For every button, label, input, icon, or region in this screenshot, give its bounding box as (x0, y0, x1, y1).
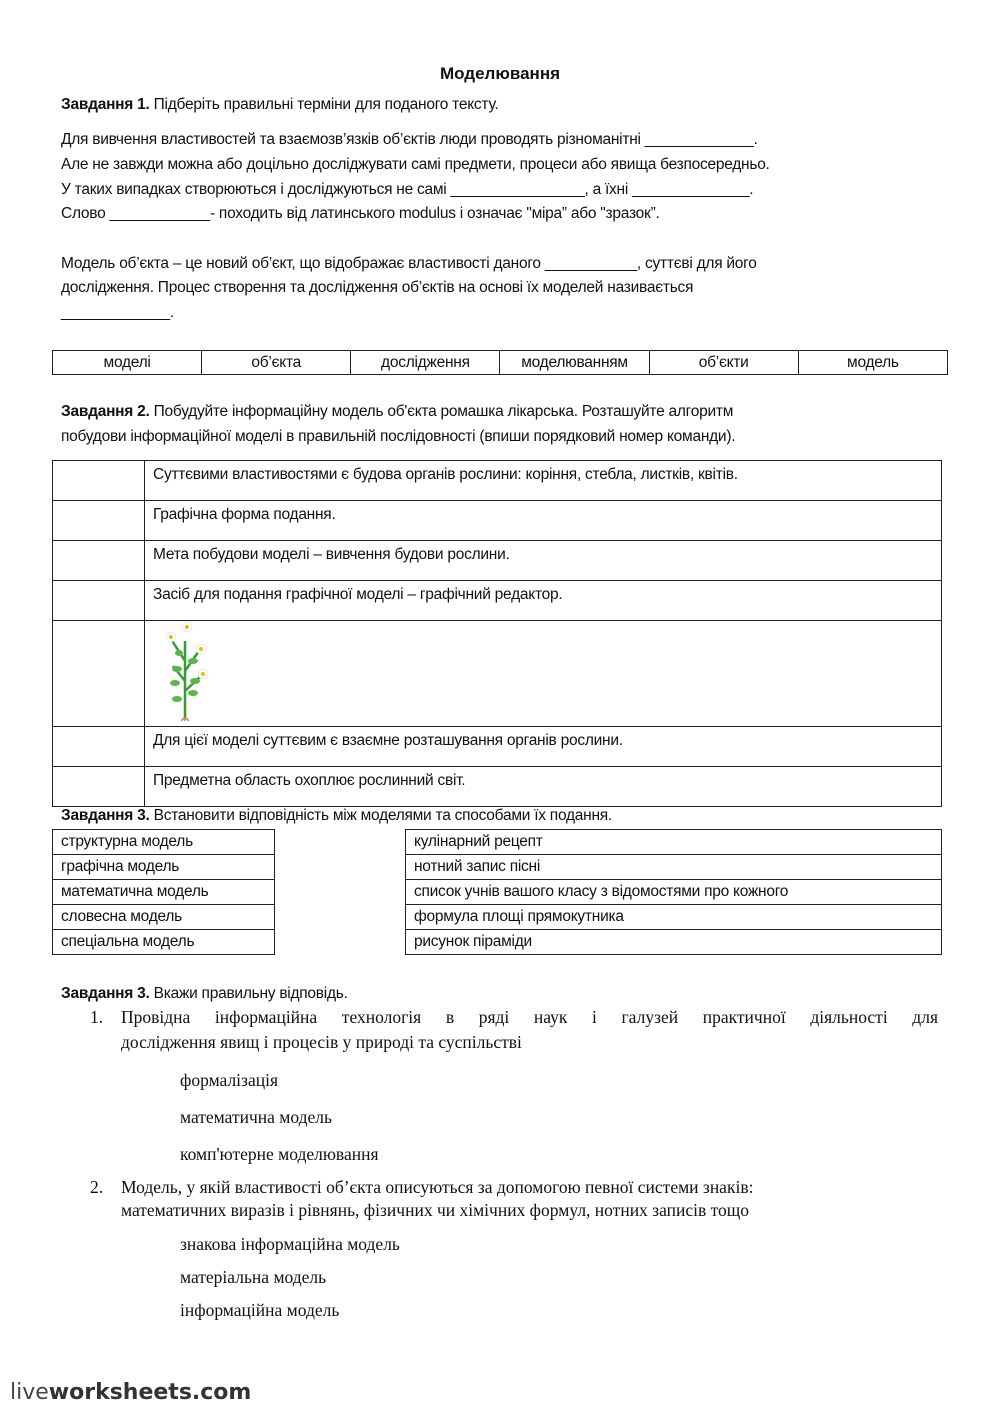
question-number: 2. (90, 1177, 104, 1197)
task1-text-line[interactable]: _____________. (61, 304, 174, 321)
question-text: Провідна інформаційна технологія в ряді наук і галузей практичної діяльності для (121, 1007, 938, 1027)
task4-header (61, 985, 348, 1003)
examples-table (405, 829, 942, 955)
table-row (53, 727, 942, 767)
table-row (53, 501, 942, 541)
example-item[interactable]: формула площі прямокутника (406, 905, 942, 930)
algorithm-table (52, 460, 942, 807)
step-text: Суттєвими властивостями є будова органів рослини: коріння, стебла, листків, квітів. (145, 461, 942, 501)
order-input[interactable] (53, 501, 145, 541)
word-bank (52, 350, 948, 375)
order-input[interactable] (53, 461, 145, 501)
model-item[interactable]: графічна модель (53, 855, 275, 880)
task2-header (61, 403, 733, 421)
step-text: Засіб для подання графічної моделі – графічний редактор. (145, 581, 942, 621)
logo-live: live (10, 1380, 49, 1405)
task1-text-line[interactable]: У таких випадках створюються і досліджуються не самі ________________, а їхні ______________. (61, 181, 754, 198)
question-text: дослідження явищ і процесів у природі та суспільстві (121, 1032, 522, 1052)
word-option[interactable]: модель (798, 351, 947, 375)
task2-instruction-line: побудови інформаційної моделі в правильній послідовності (впиши порядковий номер команди). (61, 428, 736, 445)
logo-worksheets: worksheets.com (48, 1380, 252, 1405)
step-text: Для цієї моделі суттєвим є взаємне розташування органів рослини. (145, 727, 942, 767)
table-row (53, 461, 942, 501)
task1-text-line[interactable]: Для вивчення властивостей та взаємозв’язків об’єктів люди проводять різноманітні _____________. (61, 131, 758, 148)
question-text: Модель, у якій властивості об’єкта описуються за допомогою певної системи знаків: (121, 1177, 754, 1197)
step-image-cell (145, 621, 942, 727)
question-text: математичних виразів і рівнянь, фізичних чи хімічних формул, нотних записів тощо (121, 1200, 750, 1220)
question-number: 1. (90, 1007, 104, 1027)
task3-instruction: Встановити відповідність між моделями та способами їх подання. (153, 807, 612, 824)
liveworksheets-logo (10, 1380, 251, 1405)
task3-header (61, 807, 612, 825)
task2-instruction: Побудуйте інформаційну модель об'єкта ромашка лікарська. Розташуйте алгоритм (153, 403, 734, 420)
answer-option[interactable]: комп'ютерне моделювання (180, 1144, 379, 1164)
task4-instruction: Вкажи правильну відповідь. (153, 985, 348, 1002)
model-item[interactable]: структурна модель (53, 830, 275, 855)
model-item[interactable]: словесна модель (53, 905, 275, 930)
task4-heading: Завдання 3. (61, 985, 150, 1002)
chamomile-image (151, 621, 231, 721)
models-table (52, 829, 275, 955)
table-row (53, 767, 942, 807)
task1-header (61, 96, 498, 114)
order-input[interactable] (53, 727, 145, 767)
task1-heading: Завдання 1. (61, 96, 150, 113)
example-item[interactable]: список учнів вашого класу з відомостями про кожного (406, 880, 942, 905)
example-item[interactable]: нотний запис пісні (406, 855, 942, 880)
task1-instruction: Підберіть правильні терміни для поданого тексту. (153, 96, 499, 113)
model-item[interactable]: спеціальна модель (53, 930, 275, 955)
example-item[interactable]: кулінарний рецепт (406, 830, 942, 855)
task1-text-line[interactable]: Модель об’єкта – це новий об’єкт, що відображає властивості даного ___________, суттєві для його (61, 255, 757, 272)
order-input[interactable] (53, 767, 145, 807)
word-option[interactable]: моделюванням (500, 351, 649, 375)
word-option[interactable]: об’єкти (649, 351, 798, 375)
order-input[interactable] (53, 621, 145, 727)
word-option[interactable]: об’єкта (202, 351, 351, 375)
step-text: Графічна форма подання. (145, 501, 942, 541)
answer-option[interactable]: формалізація (180, 1070, 279, 1090)
order-input[interactable] (53, 581, 145, 621)
answer-option[interactable]: математична модель (180, 1107, 332, 1127)
word-option[interactable]: моделі (53, 351, 202, 375)
table-row (53, 621, 942, 727)
step-text: Мета побудови моделі – вивчення будови рослини. (145, 541, 942, 581)
table-row (53, 541, 942, 581)
task1-text-line: Але не завжди можна або доцільно досліджувати самі предмети, процеси або явища безпосередньо. (61, 156, 770, 173)
task2-heading: Завдання 2. (61, 403, 150, 420)
answer-option[interactable]: інформаційна модель (180, 1300, 340, 1320)
page-title: Моделювання (439, 64, 561, 83)
task1-text-line[interactable]: Слово ____________- походить від латинського modulus і означає "міра” або "зразок”. (61, 205, 660, 222)
task3-heading: Завдання 3. (61, 807, 150, 824)
step-text: Предметна область охоплює рослинний світ. (145, 767, 942, 807)
model-item[interactable]: математична модель (53, 880, 275, 905)
task1-text-line: дослідження. Процес створення та дослідження об’єктів на основі їх моделей називається (61, 279, 694, 296)
answer-option[interactable]: знакова інформаційна модель (180, 1234, 400, 1254)
example-item[interactable]: рисунок піраміди (406, 930, 942, 955)
answer-option[interactable]: матеріальна модель (180, 1267, 327, 1287)
word-option[interactable]: дослідження (351, 351, 500, 375)
table-row (53, 581, 942, 621)
order-input[interactable] (53, 541, 145, 581)
